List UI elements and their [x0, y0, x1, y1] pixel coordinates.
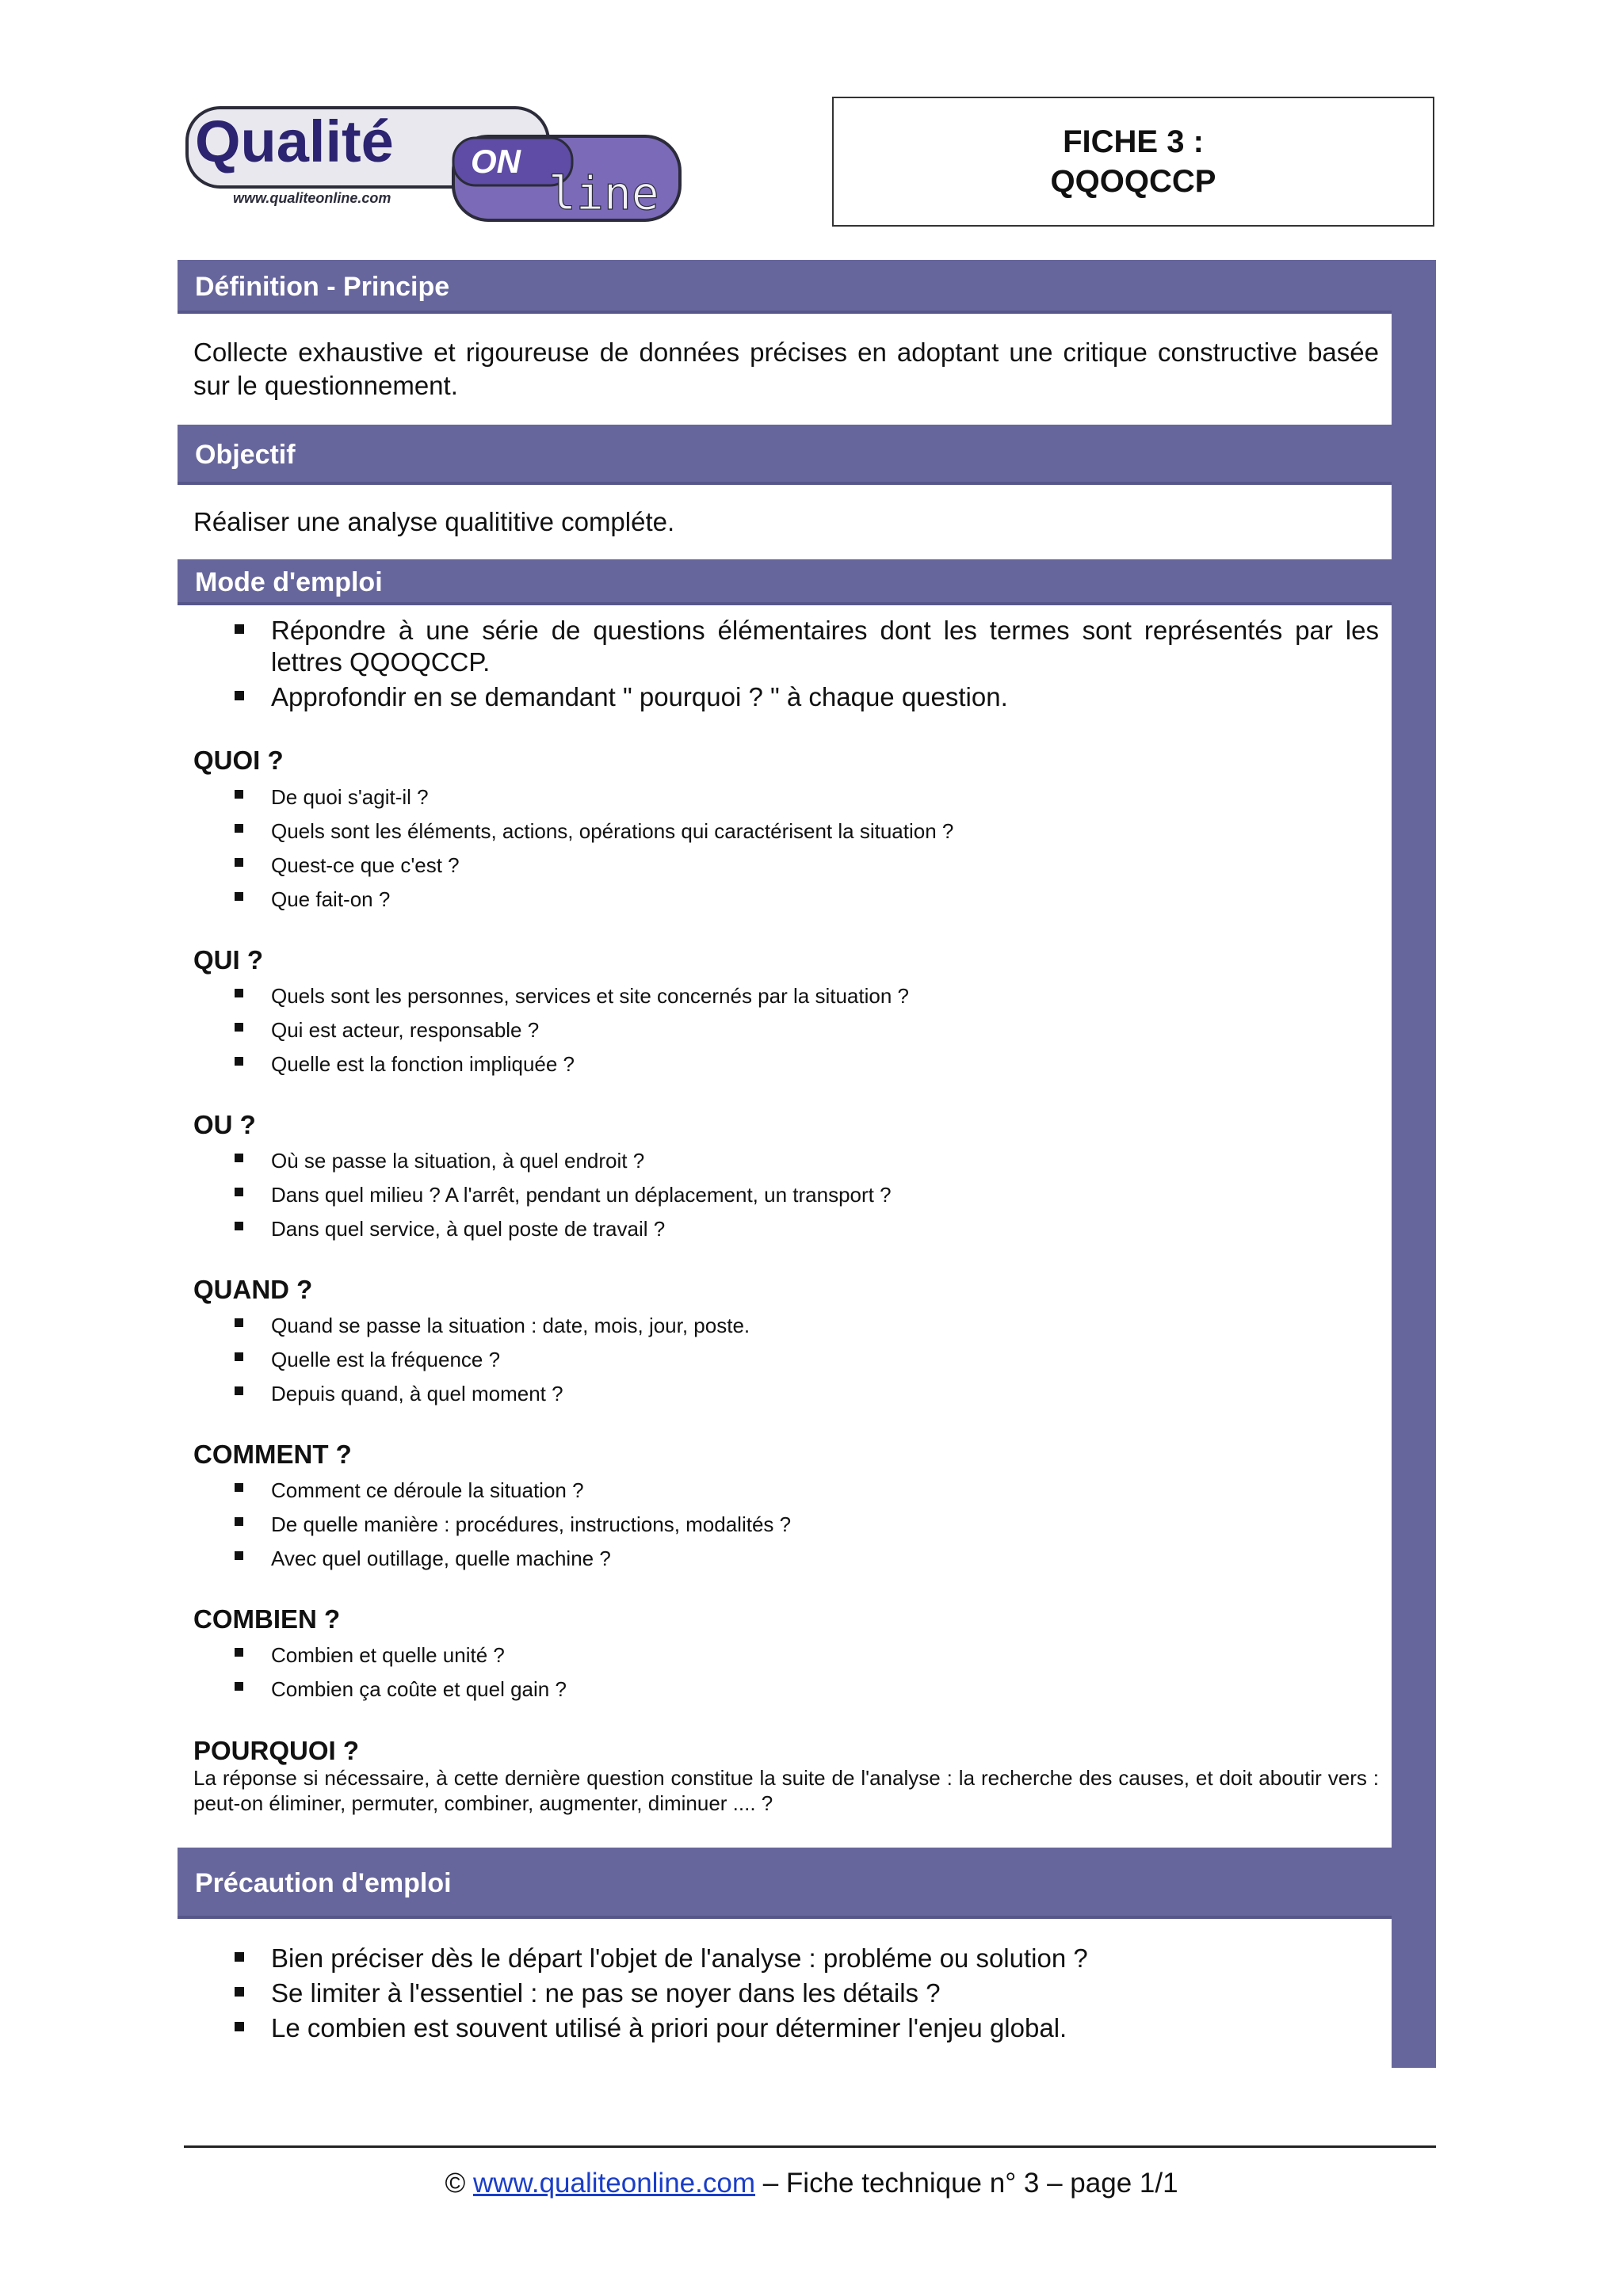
list-item: Se limiter à l'essentiel : ne pas se noyer dans les détails ?: [193, 1978, 1379, 2009]
list-item: Le combien est souvent utilisé à priori pour déterminer l'enjeu global.: [193, 2012, 1379, 2044]
website-link[interactable]: www.qualiteonline.com: [472, 2168, 755, 2199]
copyright-symbol: ©: [445, 2168, 466, 2199]
fiche-name: QQOQCCP: [1050, 164, 1216, 199]
list-item: Quest-ce que c'est ?: [193, 849, 1379, 883]
list-item: Quelle est la fréquence ?: [193, 1343, 1379, 1377]
list-item: Bien préciser dès le départ l'objet de l'analyse : probléme ou solution ?: [193, 1943, 1379, 1974]
question-title-quand: QUAND ?: [193, 1275, 313, 1304]
section-header-definition: [178, 260, 1392, 314]
list-item: Approfondir en se demandant " pourquoi ? " à chaque question.: [193, 681, 1379, 713]
question-title-pourquoi: POURQUOI ?: [193, 1736, 360, 1765]
section-title: Précaution d'emploi: [195, 1867, 452, 1898]
logo-url: www.qualiteonline.com: [233, 190, 391, 206]
definition-text: Collecte exhaustive et rigoureuse de données précises en adoptant une critique constructive basée sur le questionnement.: [193, 338, 1379, 400]
list-item: Avec quel outillage, quelle machine ?: [193, 1542, 1379, 1576]
list-item: Quels sont les personnes, services et site concernés par la situation ?: [193, 979, 1379, 1013]
question-list-qui: [193, 979, 1379, 1081]
question-title-ou: OU ?: [193, 1110, 256, 1139]
question-list-quoi: [193, 780, 1379, 917]
question-list-ou: [193, 1144, 1379, 1246]
question-title-quoi: QUOI ?: [193, 746, 284, 775]
question-list-quand: [193, 1309, 1379, 1411]
list-item: Quand se passe la situation : date, mois, jour, poste.: [193, 1309, 1379, 1343]
list-item: De quelle manière : procédures, instructions, modalités ?: [193, 1508, 1379, 1542]
question-title-combien: COMBIEN ?: [193, 1604, 341, 1634]
question-title-qui: QUI ?: [193, 945, 263, 974]
list-item: Dans quel milieu ? A l'arrêt, pendant un déplacement, un transport ?: [193, 1178, 1379, 1212]
section-header-objectif: [178, 425, 1392, 485]
list-item: Depuis quand, à quel moment ?: [193, 1377, 1379, 1411]
footer: [0, 2166, 1623, 2201]
logo-line: line: [548, 166, 659, 220]
section-title: Objectif: [195, 439, 296, 470]
fiche-title-box: [832, 97, 1434, 227]
logo-on: ON: [471, 143, 521, 180]
section-header-mode-emploi: [178, 559, 1392, 605]
fiche-number: FICHE 3 :: [1063, 124, 1204, 159]
list-item: Combien et quelle unité ?: [193, 1638, 1379, 1672]
list-item: Comment ce déroule la situation ?: [193, 1474, 1379, 1508]
mode-emploi-list: [193, 615, 1379, 716]
question-list-comment: [193, 1474, 1379, 1576]
section-title: Mode d'emploi: [195, 566, 383, 597]
pourquoi-text: La réponse si nécessaire, à cette dernière question constitue la suite de l'analyse : la recherche des causes, et doit aboutir vers : peut-on éliminer, permuter, combiner, augmenter, diminuer .... ?: [193, 1766, 1379, 1815]
side-accent-bar: [1392, 260, 1436, 2068]
list-item: Qui est acteur, responsable ?: [193, 1013, 1379, 1047]
list-item: Combien ça coûte et quel gain ?: [193, 1672, 1379, 1707]
list-item: Dans quel service, à quel poste de travail ?: [193, 1212, 1379, 1246]
footer-page-info: – Fiche technique n° 3 – page 1/1: [762, 2168, 1178, 2199]
footer-divider: [184, 2145, 1436, 2148]
section-header-precaution: [178, 1848, 1392, 1919]
question-list-combien: [193, 1638, 1379, 1707]
list-item: Quelle est la fonction impliquée ?: [193, 1047, 1379, 1081]
precaution-list: [193, 1943, 1379, 2047]
list-item: Où se passe la situation, à quel endroit ?: [193, 1144, 1379, 1178]
list-item: Que fait-on ?: [193, 883, 1379, 917]
objectif-text: Réaliser une analyse qualititive compléte.: [193, 507, 675, 536]
qualiteonline-logo: [184, 105, 683, 223]
question-title-comment: COMMENT ?: [193, 1440, 352, 1469]
list-item: De quoi s'agit-il ?: [193, 780, 1379, 814]
logo-brand: Qualité: [195, 109, 394, 174]
section-title: Définition - Principe: [195, 271, 450, 302]
list-item: Répondre à une série de questions élémentaires dont les termes sont représentés par les lettres QQOQCCP.: [193, 615, 1379, 678]
list-item: Quels sont les éléments, actions, opérations qui caractérisent la situation ?: [193, 814, 1379, 849]
